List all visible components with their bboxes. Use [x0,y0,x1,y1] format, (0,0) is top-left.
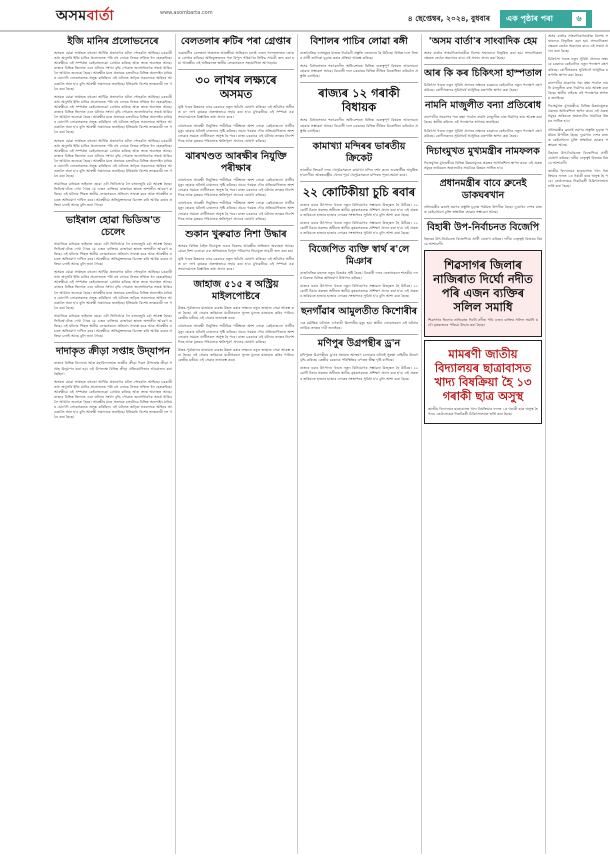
divider [424,218,542,219]
headline: বিহাৰী উপ-নিৰ্বাচনত বিজেপি [426,222,540,234]
divider [424,174,542,175]
article-body: কৃষি খণ্ডৰ উন্নয়নৰ বাবে চৰকাৰে নতুন আঁচনি ঘোষণা কৰিছে। এই আঁচনিৰ অধীনত ৩০ লাখ কৃষকক প্ৰত্যক্ষভাৱে সহায় কৰা হ'ব। মুখ্যমন্ত্ৰীয়ে এই সম্পৰ্কে এক সংবাদমেলত বিস্তাৰিত তথ্য প্ৰদান কৰে। [178,105,294,120]
article-body: ঝাৰখণ্ডত আৰক্ষী নিযুক্তিৰ শাৰীৰিক পৰীক্ষাত অংশ লোৱা কেইবাজনো প্ৰাৰ্থীৰ মৃত্যু হোৱাৰ ঘটনাই চাঞ্চল্যৰ সৃষ্টি কৰিছে। প্ৰচণ্ড গৰমত দৌৰ প্ৰতিযোগিতাত অংশ লোৱাৰ সময়ত প্ৰাৰ্থীসকল অসুস্থ হৈ পৰে। ৰাজ্য চৰকাৰে এই ঘটনাৰ তদন্তৰ নিৰ্দেশ দিছে আৰু মৃতকৰ পৰিয়ালক ক্ষতিপূৰণ প্ৰদানৰ ঘোষণা কৰিছে। [178,123,294,143]
headline: মামৰণী জাতীয় বিদ্যালয়ৰ ছাত্ৰাবাসত খাদ্য বিষক্ৰিয়া হৈ ১৩ গৰাকী ছাত্ৰ অসুস্থ [434,346,532,403]
column-5 [548,34,608,854]
article-body: অসম বাৰ্তাৰ সাংবাদিকগৰাকীক বিশেষ সন্মানেৰে বিভূষিত কৰা হয়। সাংবাদিকতা ক্ষেত্ৰত তেওঁৰ অৱদানৰ বাবে এই সন্মান প্ৰদান কৰা হৈছে। [548,34,608,54]
column-1 [54,34,172,854]
article-body: দিচাংমুখত মুখ্যমন্ত্ৰীয়ে বিভিন্ন উন্নয়নমূলক প্ৰকল্পৰ আধাৰশিলা স্থাপন কৰে। এই প্ৰকল্পসমূহৰ জৰিয়তে অঞ্চলটোৰ সামগ্ৰিক উন্নয়ন সাধিত হ'ব। [548,104,608,124]
article-body: সামাজিক মাধ্যমত ভাইৰাল হোৱা এটা ভিডিঅ'ক লৈ ৰাজ্যজুৰি চৰ্চা আৰম্ভ হৈছে। ভিডিঅ'টোত দেখা গৈছে যে এজন ব্যক্তিয়ে ৰাজহুৱা স্থানত অশালীন আচৰণ কৰিছে। এই ঘটনাৰ পিছত স্থানীয় লোকসকলে প্ৰতিবাদ সাব্যস্ত কৰে আৰু আৰক্ষীৰ ওচৰত অভিযোগ দাখিল কৰে। আৰক্ষীয়ে অভিযুক্তজনক চিনাক্ত কৰি আটক কৰাৰ প্ৰক্ৰিয়া চলাই আছে বুলি জনা গৈছে। [54,182,172,207]
article-body: প্ৰধানমন্ত্ৰীৰ ব্ৰুনেই ভ্ৰমণৰ প্ৰস্তুতি চূড়ান্ত পৰ্যায়ত উপনীত হৈছে। দুয়োখন দেশৰ মাজত কেইবাখনো চুক্তি স্বাক্ষৰিত হোৱাৰ সম্ভাৱনা আছে। [548,127,608,147]
article-body: অসম বিধানসভাৰ শৰৎকালীন অধিবেশনত বিভিন্ন গুৰুত্বপূৰ্ণ বিষয়ত আলোচনা হোৱাৰ সম্ভাৱনা আছে। বিৰোধী দলে চৰকাৰৰ বিভিন্ন নীতিৰ বিৰোধিতা কৰিবলৈ প্ৰস্তুতি চলাইছে। [300,64,418,79]
article-body: চিকিৎসা খণ্ডত নতুন সুবিধা প্ৰদানৰ লক্ষ্যৰে চৰকাৰে কেইবাটাও নতুন পদক্ষেপ গ্ৰহণ কৰিছে। ৰোগীসকলৰ সুবিধাৰ্থে আধুনিক যন্ত্ৰপাতি স্থাপন কৰা হৈছে। [548,57,608,77]
column-3 [300,34,418,854]
headline: বিশালৰ পাচিৰ লোৱা ৰঙ্গী [310,36,408,47]
article-body: অসমত যোৱা সপ্তাহত বহুতো আৰ্থিক প্ৰতাৰণাৰ ঘটনা পোহৰলৈ আহিছে। চৰকাৰী তথ্য অনুসৰি ইজি মানিৰ প্ৰলোভনত পৰি বহু লোকে নিজৰ সঞ্চিত ধন হেৰুৱাইছে। আৰক্ষীয়ে এই সম্পৰ্কত কেইবাজনকো গ্ৰেপ্তাৰ কৰিছে আৰু তদন্ত অব্যাহত আছে। ৰাজ্যৰ বিভিন্ন জিলাত এনে ঘটনাৰ সংখ্যা বৃদ্ধি পোৱাত জনসাধাৰণক সতৰ্ক থাকিবলৈ আহ্বান জনোৱা হৈছে। আৰক্ষীৰ মতে প্ৰতাৰক চক্ৰটোৱে বিভিন্ন অনলাইন মাধ্যমৰ যোগেদি লোকসকলক প্ৰলুব্ধ কৰিছিল। এই ঘটনাত জড়িত সকলোকে আইনৰ আওতালৈ অনা হ'ব বুলি আৰক্ষী সঞ্চালকে জনাইছে। ইতিমধ্যে বিশেষ তদন্তকাৰী দল গঠন কৰা হৈছে। [54,379,172,420]
article-body: ঝাৰখণ্ডত আৰক্ষী নিযুক্তিৰ শাৰীৰিক পৰীক্ষাত অংশ লোৱা কেইবাজনো প্ৰাৰ্থীৰ মৃত্যু হোৱাৰ ঘটনাই চাঞ্চল্যৰ সৃষ্টি কৰিছে। প্ৰচণ্ড গৰমত দৌৰ প্ৰতিযোগিতাত অংশ লোৱাৰ সময়ত প্ৰাৰ্থীসকল অসুস্থ হৈ পৰে। ৰাজ্য চৰকাৰে এই ঘটনাৰ তদন্তৰ নিৰ্দেশ দিছে আৰু মৃতকৰ পৰিয়ালক ক্ষতিপূৰণ প্ৰদানৰ ঘোষণা কৰিছে। [178,201,294,221]
divider [54,342,172,343]
article-body: উত্তৰ-পূৰ্বাঞ্চলৰ যাতায়ত ব্যৱস্থা উন্নত কৰাৰ লক্ষ্যৰে নতুন জাহাজ সেৱা আৰম্ভ কৰা হৈছে। এই সেৱাৰ জৰিয়তে যাত্ৰীসকলে সুলভ মূল্যত যাতায়ত কৰিব পাৰিব। কেন্দ্ৰীয় মন্ত্ৰীয়ে এই সেৱাৰ শুভাৰম্ভ কৰে। [178,306,294,321]
headline: প্ৰধানমন্ত্ৰীৰ বাবে ব্ৰুনেই ডাকঘৰখান [439,177,527,201]
headline: শুকান খুৰুৱাত নিশা উদ্ধাৰ [185,228,287,240]
article-body: অসমত যোৱা সপ্তাহত বহুতো আৰ্থিক প্ৰতাৰণাৰ ঘটনা পোহৰলৈ আহিছে। চৰকাৰী তথ্য অনুসৰি ইজি মানিৰ প্ৰলোভনত পৰি বহু লোকে নিজৰ সঞ্চিত ধন হেৰুৱাইছে। আৰক্ষীয়ে এই সম্পৰ্কত কেইবাজনকো গ্ৰেপ্তাৰ কৰিছে আৰু তদন্ত অব্যাহত আছে। ৰাজ্যৰ বিভিন্ন জিলাত এনে ঘটনাৰ সংখ্যা বৃদ্ধি পোৱাত জনসাধাৰণক সতৰ্ক থাকিবলৈ আহ্বান জনোৱা হৈছে। আৰক্ষীৰ মতে প্ৰতাৰক চক্ৰটোৱে বিভিন্ন অনলাইন মাধ্যমৰ যোগেদি লোকসকলক প্ৰলুব্ধ কৰিছিল। এই ঘটনাত জড়িত সকলোকে আইনৰ আওতালৈ অনা হ'ব বুলি আৰক্ষী সঞ্চালকে জনাইছে। ইতিমধ্যে বিশেষ তদন্তকাৰী দল গঠন কৰা হৈছে। [54,94,172,135]
issue-date: ৪ ছেপ্তেম্বৰ, ২০২৪, বুধবাৰ [407,14,490,23]
headline: জাহাজ ৫১৫ ৰ অস্ট্ৰিয় মাইলপোষ্টৰে [193,279,279,303]
page-number: ৬ [572,12,586,26]
masthead [0,0,610,32]
headline: ছনগাঁৱাৰ আমুলতীত কিশোৰীৰ [300,305,418,317]
divider [300,302,418,303]
logo-sub: www.asombarta.com [160,10,213,16]
logo-accent: বাৰ্তা [86,8,115,24]
article-body: বিহাৰৰ উপ-নিৰ্বাচনত বিজেপিয়ে প্ৰাৰ্থী ঘোষণা কৰিছে। দলীয় নেতৃত্বই বিজয়ৰ বিষয়ে আশাবাদী। [548,150,608,166]
divider [424,96,542,97]
column-rule [545,34,546,854]
article-body: এক মৰ্মান্তিক ঘটনাত এগৰাকী কিশোৰীৰ মৃত্যু হয়। স্থানীয় লোকসকলে এই ঘটনাৰ ন্যায়িক তদন্তৰ দাবী জনাইছে। [300,320,418,331]
article-body: ৰাজ্যৰ ৰবাৰ উৎপাদন খণ্ডত নতুন বিনিয়োগৰ সম্ভাৱনা উজ্জ্বল হৈ উঠিছে। ২২ কোটি টকাৰ প্ৰকল্পৰ অধীনত স্থানীয় কৃষকসকলক প্ৰশিক্ষণ প্ৰদান কৰা হ'ব। এই প্ৰকল্পৰ জৰিয়তে হাজাৰ হাজাৰ লোকৰ সংস্থাপনৰ সুবিধা হ'ব বুলি আশা কৰা হৈছে। [300,221,418,236]
column-rule [297,34,298,854]
article-body: প্ৰধানমন্ত্ৰীৰ ব্ৰুনেই ভ্ৰমণৰ প্ৰস্তুতি চূড়ান্ত পৰ্যায়ত উপনীত হৈছে। দুয়োখন দেশৰ মাজত কেইবাখনো চুক্তি স্বাক্ষৰিত হোৱাৰ সম্ভাৱনা আছে। [424,204,542,215]
column-2 [178,34,294,854]
article-body: চিকিৎসা খণ্ডত নতুন সুবিধা প্ৰদানৰ লক্ষ্যৰে চৰকাৰে কেইবাটাও নতুন পদক্ষেপ গ্ৰহণ কৰিছে। ৰোগীসকলৰ সুবিধাৰ্থে আধুনিক যন্ত্ৰপাতি স্থাপন কৰা হৈছে। [424,128,542,138]
article-body: ঝাৰখণ্ডত আৰক্ষী নিযুক্তিৰ শাৰীৰিক পৰীক্ষাত অংশ লোৱা কেইবাজনো প্ৰাৰ্থীৰ মৃত্যু হোৱাৰ ঘটনাই চাঞ্চল্যৰ সৃষ্টি কৰিছে। প্ৰচণ্ড গৰমত দৌৰ প্ৰতিযোগিতাত অংশ লোৱাৰ সময়ত প্ৰাৰ্থীসকল অসুস্থ হৈ পৰে। ৰাজ্য চৰকাৰে এই ঘটনাৰ তদন্তৰ নিৰ্দেশ দিছে আৰু মৃতকৰ পৰিয়ালক ক্ষতিপূৰণ প্ৰদানৰ ঘোষণা কৰিছে। [178,324,294,344]
headline: শিৱসাগৰ জিলাৰ নাজিৰাত দিৰ্ঘো নদীত পৰি এজন ব্যক্তিৰ সলিল সমাধি [433,258,533,315]
divider [178,147,294,148]
headline: বেলতলাৰ ৰুটিৰ পৰা গ্ৰেপ্তাৰ [180,36,292,47]
article-body: বানপানীৰ প্ৰকোপৰ পৰা ৰক্ষা পাবলৈ নামনি মাজুলীত বান্ধ নিৰ্মাণৰ কাম আৰম্ভ কৰা হৈছে। স্থানীয় ৰাইজে এই পদক্ষেপক স্বাগতম জনাইছে। [424,115,542,125]
headline: ভাইৰাল হোৱা ভিডিঅ'ত চেলেং [65,214,161,238]
divider [300,137,418,138]
headline: দাদাকৃত ক্ৰীড়া সপ্তাহ উদ্‌যাপন [56,346,170,358]
divider [300,240,418,241]
article-body: অসমৰ বিভিন্ন ঠাইত নিচাযুক্ত দ্ৰব্যৰ বিৰুদ্ধে আৰক্ষীৰ অভিযান অব্যাহত আছে। যোৱা নিশা চলোৱা এক অভিযানত বিপুল পৰিমাণৰ নিচাযুক্ত সামগ্ৰী জব্দ কৰা হয়। [178,243,294,253]
headline: মণিপুৰ উগ্ৰপন্থীৰ ড্ৰ'ন [317,338,401,350]
divider [300,82,418,83]
article-body: অসমত যোৱা সপ্তাহত বহুতো আৰ্থিক প্ৰতাৰণাৰ ঘটনা পোহৰলৈ আহিছে। চৰকাৰী তথ্য অনুসৰি ইজি মানিৰ প্ৰলোভনত পৰি বহু লোকে নিজৰ সঞ্চিত ধন হেৰুৱাইছে। আৰক্ষীয়ে এই সম্পৰ্কত কেইবাজনকো গ্ৰেপ্তাৰ কৰিছে আৰু তদন্ত অব্যাহত আছে। ৰাজ্যৰ বিভিন্ন জিলাত এনে ঘটনাৰ সংখ্যা বৃদ্ধি পোৱাত জনসাধাৰণক সতৰ্ক থাকিবলৈ আহ্বান জনোৱা হৈছে। আৰক্ষীৰ মতে প্ৰতাৰক চক্ৰটোৱে বিভিন্ন অনলাইন মাধ্যমৰ যোগেদি লোকসকলক প্ৰলুব্ধ কৰিছিল। এই ঘটনাত জড়িত সকলোকে আইনৰ আওতালৈ অনা হ'ব বুলি আৰক্ষী সঞ্চালকে জনাইছে। ইতিমধ্যে বিশেষ তদন্তকাৰী দল গঠন কৰা হৈছে। [54,270,172,310]
article-body: চিকিৎসা খণ্ডত নতুন সুবিধা প্ৰদানৰ লক্ষ্যৰে চৰকাৰে কেইবাটাও নতুন পদক্ষেপ গ্ৰহণ কৰিছে। ৰোগীসকলৰ সুবিধাৰ্থে আধুনিক যন্ত্ৰপাতি স্থাপন কৰা হৈছে। [424,83,542,93]
article-body: গুৱাহাটীৰ বেলতলা অঞ্চলত আৰক্ষীয়ে অভিযান চলাই এজন সন্দেহভাজন লোকক গ্ৰেপ্তাৰ কৰিছে। অভিযুক্তজনৰ পৰা বিপুল পৰিমাণৰ নিষিদ্ধ সামগ্ৰী জব্দ কৰা হয়। আৰক্ষীৰ এই অভিযানত স্থানীয় লোকসকলে সহযোগিতা আগবঢ়ায়। [178,51,294,66]
logo [56,6,152,26]
article-body: কৃষি খণ্ডৰ উন্নয়নৰ বাবে চৰকাৰে নতুন আঁচনি ঘোষণা কৰিছে। এই আঁচনিৰ অধীনত ৩০ লাখ কৃষকক প্ৰত্যক্ষভাৱে সহায় কৰা হ'ব। মুখ্যমন্ত্ৰীয়ে এই সম্পৰ্কে এক সংবাদমেলত বিস্তাৰিত তথ্য প্ৰদান কৰে। [178,256,294,272]
article-body: দিচাংমুখত মুখ্যমন্ত্ৰীয়ে বিভিন্ন উন্নয়নমূলক প্ৰকল্পৰ আধাৰশিলা স্থাপন কৰে। এই প্ৰকল্পসমূহৰ জৰিয়তে অঞ্চলটোৰ সামগ্ৰিক উন্নয়ন সাধিত হ'ব। [424,160,542,170]
logo-main: অসম [56,8,87,24]
headline: দিচাংমুখত মুখ্যমন্ত্ৰীৰ নামফলক [426,145,540,157]
article-body: সামাজিক মাধ্যমত ভাইৰাল হোৱা এটা ভিডিঅ'ক লৈ ৰাজ্যজুৰি চৰ্চা আৰম্ভ হৈছে। ভিডিঅ'টোত দেখা গৈছে যে এজন ব্যক্তিয়ে ৰাজহুৱা স্থানত অশালীন আচৰণ কৰিছে। এই ঘটনাৰ পিছত স্থানীয় লোকসকলে প্ৰতিবাদ সাব্যস্ত কৰে আৰু আৰক্ষীৰ ওচৰত অভিযোগ দাখিল কৰে। আৰক্ষীয়ে অভিযুক্তজনক চিনাক্ত কৰি আটক কৰাৰ প্ৰক্ৰিয়া চলাই আছে বুলি জনা গৈছে। [54,313,172,339]
column-rule [421,34,422,854]
divider [424,64,542,65]
headline: বিজেপিত ব্যক্তি স্বাৰ্থ ৰ'লে মিঞাৰ [308,243,410,267]
article-body: শিৱসাগৰ জিলাৰ নাজিৰাত দিখৌ নদীত পৰি এজন ব্যক্তিৰ সলিল সমাধি ঘটে। মৃতকজনৰ পৰিচয় উদ্ধাৰ কৰা হৈছে। [428,318,538,328]
article-body: ঝাৰখণ্ডত আৰক্ষী নিযুক্তিৰ শাৰীৰিক পৰীক্ষাত অংশ লোৱা কেইবাজনো প্ৰাৰ্থীৰ মৃত্যু হোৱাৰ ঘটনাই চাঞ্চল্যৰ সৃষ্টি কৰিছে। প্ৰচণ্ড গৰমত দৌৰ প্ৰতিযোগিতাত অংশ লোৱাৰ সময়ত প্ৰাৰ্থীসকল অসুস্থ হৈ পৰে। ৰাজ্য চৰকাৰে এই ঘটনাৰ তদন্তৰ নিৰ্দেশ দিছে আৰু মৃতকৰ পৰিয়ালক ক্ষতিপূৰণ প্ৰদানৰ ঘোষণা কৰিছে। [178,177,294,198]
article-body: ৰাজ্যৰ বিভিন্ন বিদ্যালয় আৰু মহাবিদ্যালয়ত জাতীয় ক্ৰীড়া দিৱস উপলক্ষে ক্ৰীড়া সপ্তাহ উদ্‌যাপন কৰা হয়। এই উপলক্ষে বিভিন্ন ক্ৰীড়া প্ৰতিযোগিতাৰ আয়োজন কৰা হৈছিল। [54,361,172,376]
article-body: অসমত যোৱা সপ্তাহত বহুতো আৰ্থিক প্ৰতাৰণাৰ ঘটনা পোহৰলৈ আহিছে। চৰকাৰী তথ্য অনুসৰি ইজি মানিৰ প্ৰলোভনত পৰি বহু লোকে নিজৰ সঞ্চিত ধন হেৰুৱাইছে। আৰক্ষীয়ে এই সম্পৰ্কত কেইবাজনকো গ্ৰেপ্তাৰ কৰিছে আৰু তদন্ত অব্যাহত আছে। ৰাজ্যৰ বিভিন্ন জিলাত এনে ঘটনাৰ সংখ্যা বৃদ্ধি পোৱাত জনসাধাৰণক সতৰ্ক থাকিবলৈ আহ্বান জনোৱা হৈছে। আৰক্ষীৰ মতে প্ৰতাৰক চক্ৰটোৱে বিভিন্ন অনলাইন মাধ্যমৰ যোগেদি লোকসকলক প্ৰলুব্ধ কৰিছিল। এই ঘটনাত জড়িত সকলোকে আইনৰ আওতালৈ অনা হ'ব বুলি আৰক্ষী সঞ্চালকে জনাইছে। ইতিমধ্যে বিশেষ তদন্তকাৰী দল গঠন কৰা হৈছে। [54,138,172,179]
article-body: অসম বিধানসভাৰ শৰৎকালীন অধিবেশনত বিভিন্ন গুৰুত্বপূৰ্ণ বিষয়ত আলোচনা হোৱাৰ সম্ভাৱনা আছে। বিৰোধী দলে চৰকাৰৰ বিভিন্ন নীতিৰ বিৰোধিতা কৰিবলৈ প্ৰস্তুতি চলাইছে। [300,118,418,133]
feature-story-box [424,340,542,424]
divider [300,334,418,335]
article-body: জাতীয় বিদ্যালয়ৰ ছাত্ৰাবাসত খাদ্য বিষক্ৰিয়াৰ ফলত ১৩ গৰাকী ছাত্ৰ অসুস্থ হৈ পৰে। তেওঁলোকক নিকটৱৰ্তী চিকিৎসালয়ত ভৰ্তি কৰা হৈছে। [428,406,538,416]
article-body: উত্তৰ-পূৰ্বাঞ্চলৰ যাতায়ত ব্যৱস্থা উন্নত কৰাৰ লক্ষ্যৰে নতুন জাহাজ সেৱা আৰম্ভ কৰা হৈছে। এই সেৱাৰ জৰিয়তে যাত্ৰীসকলে সুলভ মূল্যত যাতায়ত কৰিব পাৰিব। কেন্দ্ৰীয় মন্ত্ৰীয়ে এই সেৱাৰ শুভাৰম্ভ কৰে। [178,347,294,362]
feature-story-box [424,250,542,336]
article-body: জাতীয় বিদ্যালয়ৰ ছাত্ৰাবাসত খাদ্য বিষক্ৰিয়াৰ ফলত ১৩ গৰাকী ছাত্ৰ অসুস্থ হৈ পৰে। তেওঁলোকক নিকটৱৰ্তী চিকিৎসালয়ত ভৰ্তি কৰা হৈছে। [548,169,608,189]
headline: ৰাজ্যৰ ১২ গৰাকী বিধায়ক [318,86,400,115]
divider [424,142,542,143]
headline: নামনি মাজুলীত বন্যা প্ৰতিৰোধ [424,100,542,112]
divider [178,225,294,226]
divider [54,211,172,212]
headline: ইজি মানিৰ প্ৰলোভনেৰে [67,36,159,47]
article-body: ৰাজ্যৰ ৰবাৰ উৎপাদন খণ্ডত নতুন বিনিয়োগৰ সম্ভাৱনা উজ্জ্বল হৈ উঠিছে। ২২ কোটি টকাৰ প্ৰকল্পৰ অধীনত স্থানীয় কৃষকসকলক প্ৰশিক্ষণ প্ৰদান কৰা হ'ব। এই প্ৰকল্পৰ জৰিয়তে হাজাৰ হাজাৰ লোকৰ সংস্থাপনৰ সুবিধা হ'ব বুলি আশা কৰা হৈছে। [300,283,418,298]
headline: ২২ কোটিকীয়া চুচি ৰবাৰ [302,184,416,199]
column-4 [424,34,542,854]
article-body: অসম বাৰ্তাৰ সাংবাদিকগৰাকীক বিশেষ সন্মানেৰে বিভূষিত কৰা হয়। সাংবাদিকতা ক্ষেত্ৰত তেওঁৰ অৱদানৰ বাবে এই সন্মান প্ৰদান কৰা হৈছে। [424,51,542,61]
headline: 'অসম বাৰ্তা'ৰ সাংবাদিক হেম [428,36,538,47]
article-body: মণিপুৰত উগ্ৰপন্থীয়ে ড্ৰ'নৰ সহায়ত আক্ৰমণ চলোৱাৰ ঘটনাই সুৰক্ষা বাহিনীৰ উদ্বেগ বৃদ্ধি কৰিছে। কেন্দ্ৰীয় চৰকাৰে পৰিস্থিতিৰ ওপৰত তীক্ষ্ণ দৃষ্টি ৰাখিছে। [300,353,418,363]
divider [300,181,418,182]
page-tag-label: এক পৃষ্ঠাৰ পৰা [506,13,553,23]
article-body: ৰাজনৈতিক মহলত নতুন বিতৰ্কৰ সৃষ্টি হৈছে। বিৰোধী দলৰ নেতাসকলে শাসকীয় দলৰ বিৰুদ্ধে বিভিন্ন অভিযোগ উত্থাপন কৰিছে। [300,270,418,280]
article-body: সামাজিক মাধ্যমত ভাইৰাল হোৱা এটা ভিডিঅ'ক লৈ ৰাজ্যজুৰি চৰ্চা আৰম্ভ হৈছে। ভিডিঅ'টোত দেখা গৈছে যে এজন ব্যক্তিয়ে ৰাজহুৱা স্থানত অশালীন আচৰণ কৰিছে। এই ঘটনাৰ পিছত স্থানীয় লোকসকলে প্ৰতিবাদ সাব্যস্ত কৰে আৰু আৰক্ষীৰ ওচৰত অভিযোগ দাখিল কৰে। আৰক্ষীয়ে অভিযুক্তজনক চিনাক্ত কৰি আটক কৰাৰ প্ৰক্ৰিয়া চলাই আছে বুলি জনা গৈছে। [54,241,172,267]
column-rule [175,34,176,854]
divider [178,69,294,70]
divider [178,275,294,276]
article-body: ৰাজ্যৰ ৰবাৰ উৎপাদন খণ্ডত নতুন বিনিয়োগৰ সম্ভাৱনা উজ্জ্বল হৈ উঠিছে। ২২ কোটি টকাৰ প্ৰকল্পৰ অধীনত স্থানীয় কৃষকসকলক প্ৰশিক্ষণ প্ৰদান কৰা হ'ব। এই প্ৰকল্পৰ জৰিয়তে হাজাৰ হাজাৰ লোকৰ সংস্থাপনৰ সুবিধা হ'ব বুলি আশা কৰা হৈছে। [300,202,418,218]
article-body: ৰাজনৈতিক দলসমূহৰ মাজত নিৰ্বাচনী প্ৰস্তুতি জোৰদাৰ হৈ উঠিছে। বিভিন্ন দলে নিজৰ প্ৰাৰ্থী তালিকা চূড়ান্ত কৰাৰ প্ৰক্ৰিয়া আৰম্ভ কৰিছে। [300,51,418,61]
article-body: বানপানীৰ প্ৰকোপৰ পৰা ৰক্ষা পাবলৈ নামনি মাজুলীত বান্ধ নিৰ্মাণৰ কাম আৰম্ভ কৰা হৈছে। স্থানীয় ৰাইজে এই পদক্ষেপক স্বাগতম জনাইছে। [548,80,608,101]
article-body: ভাৰতীয় ক্ৰিকেট দলৰ খেলুৱৈসকলে কামাখ্যা মন্দিৰ দৰ্শন কৰে। গুৱাহাটীত অনুষ্ঠিত হ'বলগীয়া আন্তঃৰাষ্ট্ৰীয় খেলৰ পূৰ্বে খেলুৱৈসকলে মন্দিৰত পূজা-অৰ্চনা কৰে। [300,167,418,177]
headline: আৰ কি কৰ চিকিৎসা হাস্পতাল [424,68,542,80]
headline: ঝাৰখণ্ডত আৰক্ষীৰ নিযুক্তি পৰীক্ষাৰ [185,150,287,174]
headline: ৩০ লাখৰ লক্ষ্যৰে অসমত [195,73,277,102]
article-body: ৰাজ্যৰ ৰবাৰ উৎপাদন খণ্ডত নতুন বিনিয়োগৰ সম্ভাৱনা উজ্জ্বল হৈ উঠিছে। ২২ কোটি টকাৰ প্ৰকল্পৰ অধীনত স্থানীয় কৃষকসকলক প্ৰশিক্ষণ প্ৰদান কৰা হ'ব। এই প্ৰকল্পৰ জৰিয়তে হাজাৰ হাজাৰ লোকৰ সংস্থাপনৰ সুবিধা হ'ব বুলি আশা কৰা হৈছে। [300,366,418,381]
article-body: অসমত যোৱা সপ্তাহত বহুতো আৰ্থিক প্ৰতাৰণাৰ ঘটনা পোহৰলৈ আহিছে। চৰকাৰী তথ্য অনুসৰি ইজি মানিৰ প্ৰলোভনত পৰি বহু লোকে নিজৰ সঞ্চিত ধন হেৰুৱাইছে। আৰক্ষীয়ে এই সম্পৰ্কত কেইবাজনকো গ্ৰেপ্তাৰ কৰিছে আৰু তদন্ত অব্যাহত আছে। ৰাজ্যৰ বিভিন্ন জিলাত এনে ঘটনাৰ সংখ্যা বৃদ্ধি পোৱাত জনসাধাৰণক সতৰ্ক থাকিবলৈ আহ্বান জনোৱা হৈছে। আৰক্ষীৰ মতে প্ৰতাৰক চক্ৰটোৱে বিভিন্ন অনলাইন মাধ্যমৰ যোগেদি লোকসকলক প্ৰলুব্ধ কৰিছিল। এই ঘটনাত জড়িত সকলোকে আইনৰ আওতালৈ অনা হ'ব বুলি আৰক্ষী সঞ্চালকে জনাইছে। ইতিমধ্যে বিশেষ তদন্তকাৰী দল গঠন কৰা হৈছে। [54,51,172,91]
article-body: বিহাৰৰ উপ-নিৰ্বাচনত বিজেপিয়ে প্ৰাৰ্থী ঘোষণা কৰিছে। দলীয় নেতৃত্বই বিজয়ৰ বিষয়ে আশাবাদী। [424,237,542,247]
headline: কামাখ্যা মন্দিৰৰ ভাৰতীয় ক্ৰিকেট [312,140,406,164]
page-tag [500,10,592,28]
